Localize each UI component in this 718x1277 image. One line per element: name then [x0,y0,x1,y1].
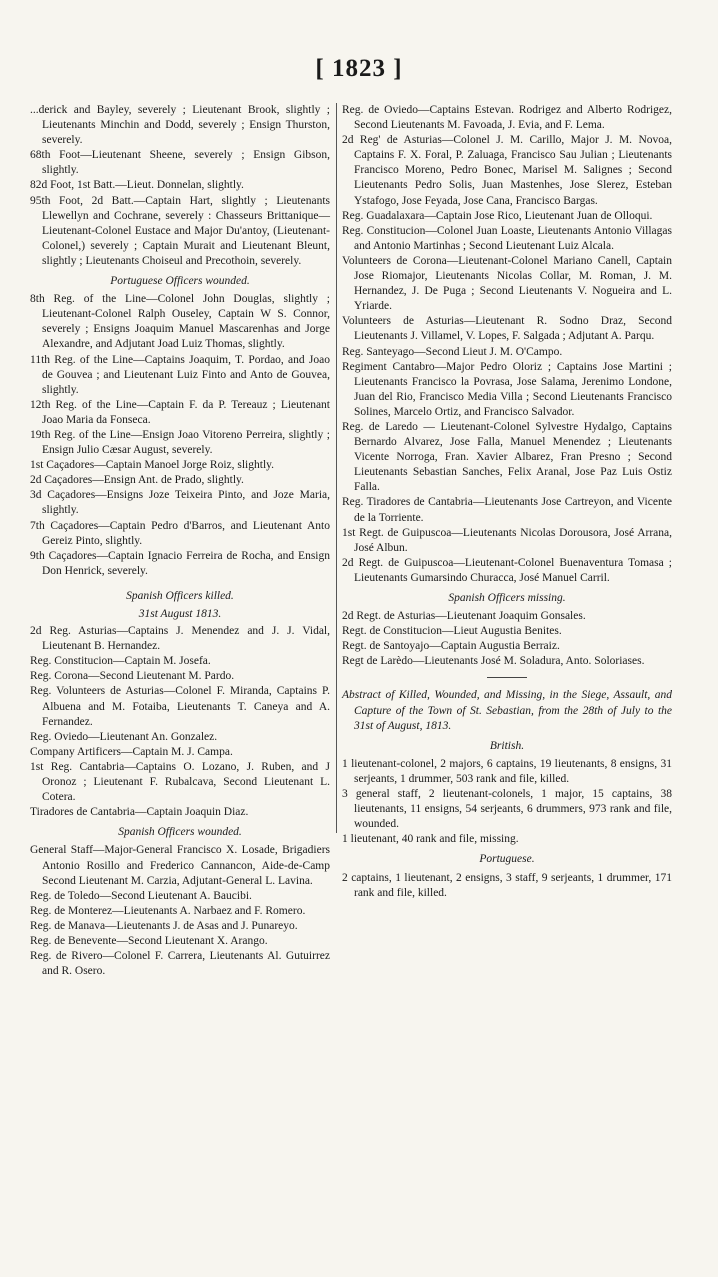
casualty-entry: 3 general staff, 2 lieutenant-colonels, 1 major, 15 captains, 38 lieutenants, 11 ensigns, 54 serjeants, 6 drummers, 973 rank and file, wounded. [342,788,672,831]
casualty-entry: Reg. de Rivero—Colonel F. Carrera, Lieutenants Al. Gutuirrez and R. Osero. [30,950,330,978]
casualty-entry: Reg. Tiradores de Cantabria—Lieutenants Jose Cartreyon, and Vicente de la Torriente. [342,496,672,524]
spanish-killed-heading: Spanish Officers killed. [126,589,234,602]
casualty-entry: Reg. Constitucion—Captain M. Josefa. [30,655,211,668]
casualty-entry: 2d Reg. Asturias—Captains J. Menendez and J. J. Vidal, Lieutenant B. Hernandez. [30,625,330,653]
casualty-entry: 7th Caçadores—Captain Pedro d'Barros, and Lieutenant Anto Gereiz Pinto, slightly. [30,519,330,547]
column-divider [336,103,337,833]
casualty-entry: Reg. de Laredo — Lieutenant-Colonel Sylvestre Hydalgo, Captains Bernardo Alvarez, Jose Falla, Manuel Menendez ; Lieutenants Vicente Norroga, Fran. Xavier Albarez, Fran Presno ; Second Lieutenants Sebastian Sanches, Felix Aranal, Jose Paz Luis Ostiz Falla. [342,420,672,494]
casualty-entry: 68th Foot—Lieutenant Sheene, severely ; Ensign Gibson, slightly. [30,149,330,177]
casualty-entry: Regt. de Santoyajo—Captain Augustia Berraiz. [342,640,560,653]
page-header: [ 1823 ] [315,55,403,82]
right-column [342,103,672,901]
casualty-entry: 1 lieutenant-colonel, 2 majors, 6 captains, 19 lieutenants, 8 ensigns, 31 serjeants, 1 drummer, 503 rank and file, killed. [342,757,672,785]
casualty-entry: Regt. de Constitucion—Lieut Augustia Benites. [342,625,562,638]
casualty-entry: 11th Reg. of the Line—Captains Joaquim, T. Pordao, and Joao de Gouvea ; and Lieutenant Luiz Finto and Anto de Gouvea, slightly. [30,353,330,396]
casualty-entry: Reg. de Monterez—Lieutenants A. Narbaez and F. Romero. [30,904,306,917]
casualty-entry: 12th Reg. of the Line—Captain F. da P. Tereauz ; Lieutenant Joao Maria da Fonseca. [30,398,330,426]
casualty-entry: General Staff—Major-General Francisco X. Losade, Brigadiers Antonio Rosillo and Frederico Cannancon, Aide-de-Camp Second Lieutenant M. Carzia, Adjutant-General L. Lavina. [30,844,330,887]
casualty-entry: 2 captains, 1 lieutenant, 2 ensigns, 3 staff, 9 serjeants, 1 drummer, 171 rank and file, killed. [342,871,672,899]
casualty-entry: Reg. Guadalaxara—Captain Jose Rico, Lieutenant Juan de Olloqui. [342,209,653,222]
casualty-entry: Reg. Oviedo—Lieutenant An. Gonzalez. [30,730,218,743]
casualty-entry: 2d Caçadores—Ensign Ant. de Prado, slightly. [30,474,244,487]
casualty-entry: 8th Reg. of the Line—Colonel John Douglas, slightly ; Lieutenant-Colonel Ralph Ouseley, Captain W S. Connor, severely ; Ensigns Joaquim Manuel Mascarenhas and Jorge Alexandre, and Adjutant Joad Luiz Thomas, slightly. [30,293,330,351]
casualty-entry: Tiradores de Cantabria—Captain Joaquin Diaz. [30,806,249,819]
casualty-entry: Reg. Volunteers de Asturias—Colonel F. Miranda, Captains P. Albuena and M. Fotaiba, Lieutenants T. Caneya and A. Fernandez. [30,685,330,728]
casualty-entry: Volunteers de Asturias—Lieutenant R. Sodno Draz, Second Lieutenants J. Villamel, V. Lopes, F. Salgada ; Adjutant A. Parqu. [342,315,672,343]
casualty-entry: Reg. de Oviedo—Captains Estevan. Rodrigez and Alberto Rodrigez, Second Lieutenants M. Favoada, J. Evia, and F. Lema. [342,104,672,132]
abstract-heading: Abstract of Killed, Wounded, and Missing, in the Siege, Assault, and Capture of the Town of St. Sebastian, from the 28th of July to the 31st of August, 1813. [342,689,672,732]
casualty-entry: 82d Foot, 1st Batt.—Lieut. Donnelan, slightly. [30,179,244,192]
casualty-entry: 95th Foot, 2d Batt.—Captain Hart, slightly ; Lieutenants Llewellyn and Cochrane, severely : Chasseurs Brittanique—Lieutenant-Colonel Eustace and Major Du'antoy, (Lieutenant-Colonel,) severely ; Captain Murait and Lieutenant Bleunt, slightly ; Lieutenants Choiseul and Precothoin, severely. [30,194,330,267]
casualty-entry: 1st Regt. de Guipuscoa—Lieutenants Nicolas Dorousora, José Arrana, José Albun. [342,526,672,554]
spanish-missing-heading: Spanish Officers missing. [448,592,566,604]
casualty-entry: Regiment Cantabro—Major Pedro Oloriz ; Captains Jose Martini ; Lieutenants Francisco la Povrasa, Jose Salama, Jerenimo Londone, Juan del Rio, Francisco Media Villa ; Second Lieutenants Francisco Solines, Marcelo Ortiz, and Francisco Salvador. [342,360,672,418]
casualty-entry: Reg. Constitucion—Colonel Juan Loaste, Lieutenants Antonio Villagas and Antonio Martinhas ; Second Lieutenant Luiz Alcala. [342,224,672,252]
casualty-entry: 9th Caçadores—Captain Ignacio Ferreira de Rocha, and Ensign Don Henrick, severely. [30,549,330,577]
british-heading: British. [489,739,525,752]
portuguese-heading: Portuguese. [479,853,535,866]
casualty-entry: 1st Reg. Cantabria—Captains O. Lozano, J. Ruben, and J Oronoz ; Lieutenant F. Rubalcava, Second Lieutenant L. Cotera. [30,760,330,804]
section-divider [487,677,527,678]
casualty-entry: 1st Caçadores—Captain Manoel Jorge Roiz, slightly. [30,459,275,472]
casualty-entry: Reg. de Manava—Lieutenants J. de Asas and J. Punareyo. [30,919,298,932]
casualty-entry: 2d Regt. de Guipuscoa—Lieutenant-Colonel Buenaventura Tomasa ; Lieutenants Gumarsindo Churacca, José Manuel Carril. [342,556,672,584]
casualty-entry: Company Artificers—Captain M. J. Campa. [30,745,233,758]
casualty-entry: ...derick and Bayley, severely ; Lieutenant Brook, slightly ; Lieutenants Minchin and Dodd, severely ; Ensign Thurston, severely. [30,104,330,147]
casualty-entry: 2d Regt. de Asturias—Lieutenant Joaquim Gonsales. [342,610,586,623]
casualty-entry: Reg. de Benevente—Second Lieutenant X. Arango. [30,934,268,947]
casualty-entry: 1 lieutenant, 40 rank and file, missing. [342,833,519,846]
casualty-entry: Reg. Corona—Second Lieutenant M. Pardo. [30,670,235,683]
casualty-entry: 19th Reg. of the Line—Ensign Joao Vitoreno Perreira, slightly ; Ensign Julio Cæsar August, severely. [30,428,330,457]
casualty-entry: Reg. de Toledo—Second Lieutenant A. Baucibi. [30,889,252,902]
casualty-entry: 3d Caçadores—Ensigns Joze Teixeira Pinto, and Joze Maria, slightly. [30,489,330,517]
casualty-entry: Reg. Santeyago—Second Lieut J. M. O'Campo. [342,345,563,358]
spanish-wounded-heading: Spanish Officers wounded. [118,826,242,839]
casualty-entry: Volunteers de Corona—Lieutenant-Colonel Mariano Canell, Captain Jose Riomajor, Lieutenants Nicolas Collar, M. Roman, J. M. Hernandez, J. De Puga ; Second Lieutenants V. Nogueira and L. Yriarde. [342,254,672,313]
portuguese-wounded-heading: Portuguese Officers wounded. [110,275,250,288]
casualty-entry: Regt de Larèdo—Lieutenants José M. Soladura, Anto. Soloriases. [342,655,645,668]
casualty-entry: 2d Reg' de Asturias—Colonel J. M. Carillo, Major J. M. Novoa, Captains F. X. Foral, P. Zaluaga, Francisco Sau Julian ; Lieutenants Francisco Moreno, Pedro Bonec, Marisel M. Salignes ; Second Lieutenants Pedro Solis, Juan Mastenhes, Jose Slerez, Esteban Ystafogo, Jose Feyada, Jose Cana, Francisco Bargas. [342,134,672,207]
left-column [30,103,330,979]
spanish-killed-date: 31st August 1813. [138,608,222,620]
